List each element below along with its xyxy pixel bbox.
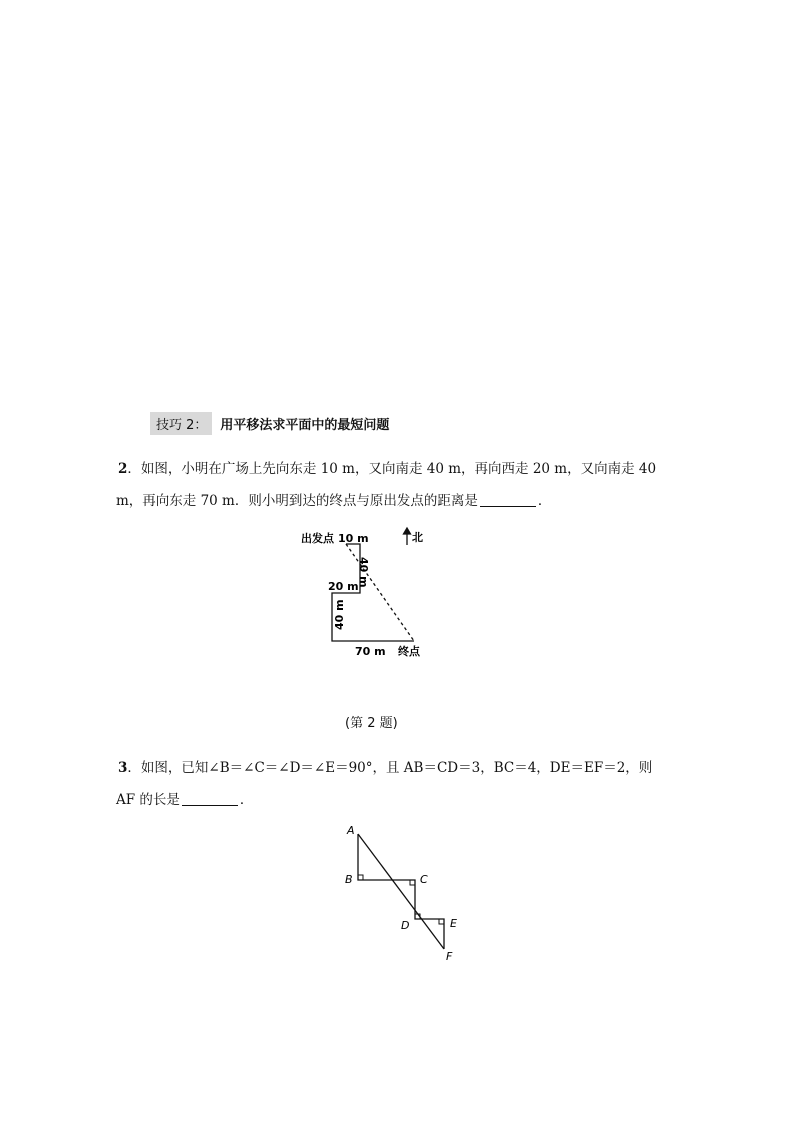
question-number: 3	[118, 760, 128, 776]
tip-tag: 技巧 2：	[150, 412, 212, 435]
question-3-line2	[116, 784, 678, 816]
label-seg3: 20 m	[328, 580, 359, 593]
label-C: C	[420, 873, 428, 886]
question-2-line2	[116, 485, 678, 517]
question-2-line1	[118, 453, 678, 485]
figure-caption: (第 2 题)	[345, 716, 398, 731]
right-angle-B	[358, 875, 363, 880]
right-angle-C	[410, 880, 415, 885]
question-3-line1	[118, 752, 678, 784]
label-seg5: 70 m	[355, 645, 386, 658]
q3-figure	[338, 820, 468, 965]
answer-blank[interactable]	[182, 791, 238, 806]
question-number: 2	[118, 461, 128, 477]
label-A: A	[347, 824, 355, 837]
label-seg4: 40 m	[333, 599, 346, 630]
question-2-text-1: ．如图，小明在广场上先向东走 10 m，又向南走 40 m，再向西走 20 m，又向南走 40	[127, 461, 657, 477]
tip-title: 用平移法求平面中的最短问题	[220, 417, 390, 433]
label-seg1: 10 m	[338, 532, 369, 545]
question-3	[118, 752, 678, 816]
label-north: 北	[412, 531, 423, 544]
question-3-text-2: AF 的长是	[116, 792, 180, 808]
label-F: F	[446, 950, 453, 963]
label-E: E	[450, 917, 457, 930]
tip-header	[150, 412, 389, 434]
label-seg2: 40 m	[357, 557, 370, 588]
label-end: 终点	[398, 645, 420, 658]
right-angle-E	[439, 919, 444, 924]
q2-figure	[290, 525, 440, 665]
question-2-text-2: m，再向东走 70 m．则小明到达的终点与原出发点的距离是	[116, 493, 478, 509]
question-3-end: ．	[239, 792, 254, 808]
label-B: B	[345, 873, 353, 886]
answer-blank[interactable]	[480, 492, 536, 507]
question-3-text-1: ．如图，已知∠B＝∠C＝∠D＝∠E＝90°，且 AB＝CD＝3，BC＝4，DE＝EF＝2，则	[127, 760, 653, 776]
question-2	[118, 453, 678, 517]
north-arrow-head	[404, 528, 411, 534]
label-D: D	[401, 919, 410, 932]
label-start: 出发点	[301, 532, 334, 545]
question-2-end: ．	[537, 493, 552, 509]
